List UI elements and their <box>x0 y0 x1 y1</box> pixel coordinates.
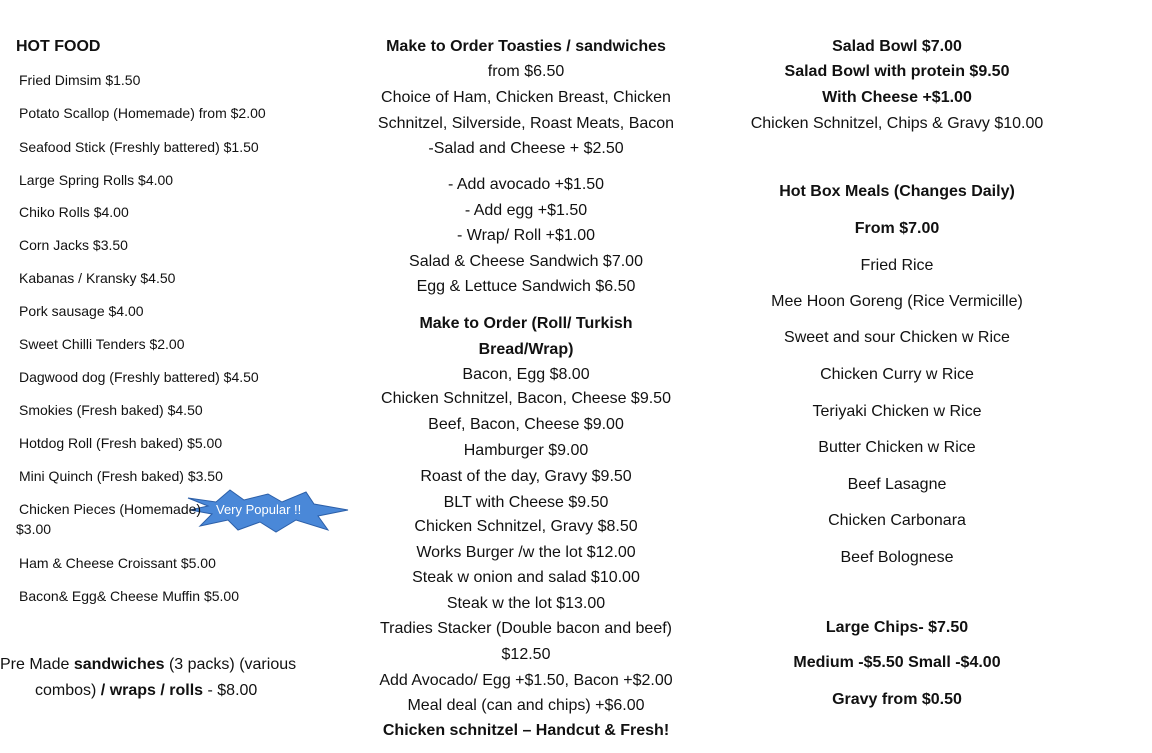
addon-item: - Add egg +$1.50 <box>464 202 588 219</box>
premade-text: combos) <box>35 682 101 699</box>
list-item: Chiko Rolls $4.00 <box>19 204 129 220</box>
toasties-line: Schnitzel, Silverside, Roast Meats, Bacon <box>377 115 675 132</box>
very-popular-badge: Very Popular !! <box>216 502 302 517</box>
schnitzel-chips-item: Chicken Schnitzel, Chips & Gravy $10.00 <box>750 115 1044 132</box>
hotbox-item: Sweet and sour Chicken w Rice <box>784 329 1010 346</box>
roll-heading: Bread/Wrap) <box>478 341 574 358</box>
toasties-line: -Salad and Cheese + $2.50 <box>428 140 624 157</box>
roll-item: Steak w the lot $13.00 <box>446 595 606 612</box>
toasties-heading: Make to Order Toasties / sandwiches <box>386 38 666 55</box>
list-item: Seafood Stick (Freshly battered) $1.50 <box>19 139 259 155</box>
sandwich-item: Egg & Lettuce Sandwich $6.50 <box>416 278 636 295</box>
list-item: Kabanas / Kransky $4.50 <box>19 270 176 286</box>
roll-item: Chicken Schnitzel, Bacon, Cheese $9.50 <box>381 390 671 407</box>
list-item-price: $3.00 <box>16 521 52 537</box>
roll-item: Chicken Schnitzel, Gravy $8.50 <box>414 518 638 535</box>
addon-item: - Add avocado +$1.50 <box>447 176 605 193</box>
hotbox-item: Fried Rice <box>860 257 934 274</box>
roll-item: Tradies Stacker (Double bacon and beef) <box>379 620 672 637</box>
list-item: Hotdog Roll (Fresh baked) $5.00 <box>19 435 223 451</box>
hotbox-from: From $7.00 <box>854 220 940 237</box>
roll-item: BLT with Cheese $9.50 <box>443 494 609 511</box>
roll-item: Add Avocado/ Egg +$1.50, Bacon +$2.00 <box>379 672 673 689</box>
chips-line: Large Chips- $7.50 <box>825 619 969 636</box>
list-item: Pork sausage $4.00 <box>19 303 144 319</box>
hotbox-item: Teriyaki Chicken w Rice <box>812 403 982 420</box>
toasties-line: Choice of Ham, Chicken Breast, Chicken <box>381 89 671 106</box>
hotbox-item: Chicken Curry w Rice <box>820 366 974 383</box>
list-item: Corn Jacks $3.50 <box>19 237 128 253</box>
list-item: Sweet Chilli Tenders $2.00 <box>19 336 185 352</box>
premade-line-2 <box>35 682 257 700</box>
premade-text: - $8.00 <box>203 682 258 699</box>
schnitzel-footer: Chicken schnitzel – Handcut & Fresh! <box>382 722 670 739</box>
hotbox-heading: Hot Box Meals (Changes Daily) <box>779 183 1015 200</box>
premade-text: Pre Made <box>0 656 74 673</box>
hotbox-item: Mee Hoon Goreng (Rice Vermicille) <box>771 293 1023 310</box>
list-item: Smokies (Fresh baked) $4.50 <box>19 402 203 418</box>
roll-item: Hamburger $9.00 <box>463 442 589 459</box>
hot-food-heading: HOT FOOD <box>16 38 101 55</box>
hotbox-item: Chicken Carbonara <box>828 512 966 529</box>
chips-line: Gravy from $0.50 <box>832 691 962 708</box>
roll-item: $12.50 <box>501 646 551 663</box>
roll-heading: Make to Order (Roll/ Turkish <box>419 315 633 332</box>
list-item: Potato Scallop (Homemade) from $2.00 <box>19 105 266 121</box>
roll-item: Bacon, Egg $8.00 <box>462 366 590 383</box>
toasties-line: from $6.50 <box>487 63 565 80</box>
roll-item: Works Burger /w the lot $12.00 <box>416 544 636 561</box>
roll-item: Beef, Bacon, Cheese $9.00 <box>428 416 624 433</box>
salad-line: Salad Bowl $7.00 <box>832 38 962 55</box>
hotbox-item: Beef Lasagne <box>847 476 947 493</box>
roll-item: Roast of the day, Gravy $9.50 <box>420 468 632 485</box>
salad-line: With Cheese +$1.00 <box>822 89 972 106</box>
list-item: Large Spring Rolls $4.00 <box>19 172 174 188</box>
salad-line: Salad Bowl with protein $9.50 <box>784 63 1010 80</box>
premade-bold: sandwiches <box>73 656 165 673</box>
hotbox-item: Beef Bolognese <box>840 549 954 566</box>
list-item: Ham & Cheese Croissant $5.00 <box>19 555 216 571</box>
list-item: Mini Quinch (Fresh baked) $3.50 <box>19 468 223 484</box>
sandwich-item: Salad & Cheese Sandwich $7.00 <box>409 253 643 270</box>
list-item: Dagwood dog (Freshly battered) $4.50 <box>19 369 259 385</box>
hotbox-item: Butter Chicken w Rice <box>818 439 976 456</box>
list-item: Fried Dimsim $1.50 <box>19 72 141 88</box>
premade-line-1 <box>0 656 296 674</box>
roll-item: Steak w onion and salad $10.00 <box>412 569 640 586</box>
chips-line: Medium -$5.50 Small -$4.00 <box>793 654 1001 671</box>
premade-text: (3 packs) (various <box>164 656 297 673</box>
addon-item: - Wrap/ Roll +$1.00 <box>457 227 595 244</box>
list-item: Chicken Pieces (Homemade) <box>19 501 202 517</box>
premade-bold: / wraps / rolls <box>100 682 204 699</box>
roll-item: Meal deal (can and chips) +$6.00 <box>407 697 645 714</box>
list-item: Bacon& Egg& Cheese Muffin $5.00 <box>19 588 240 604</box>
